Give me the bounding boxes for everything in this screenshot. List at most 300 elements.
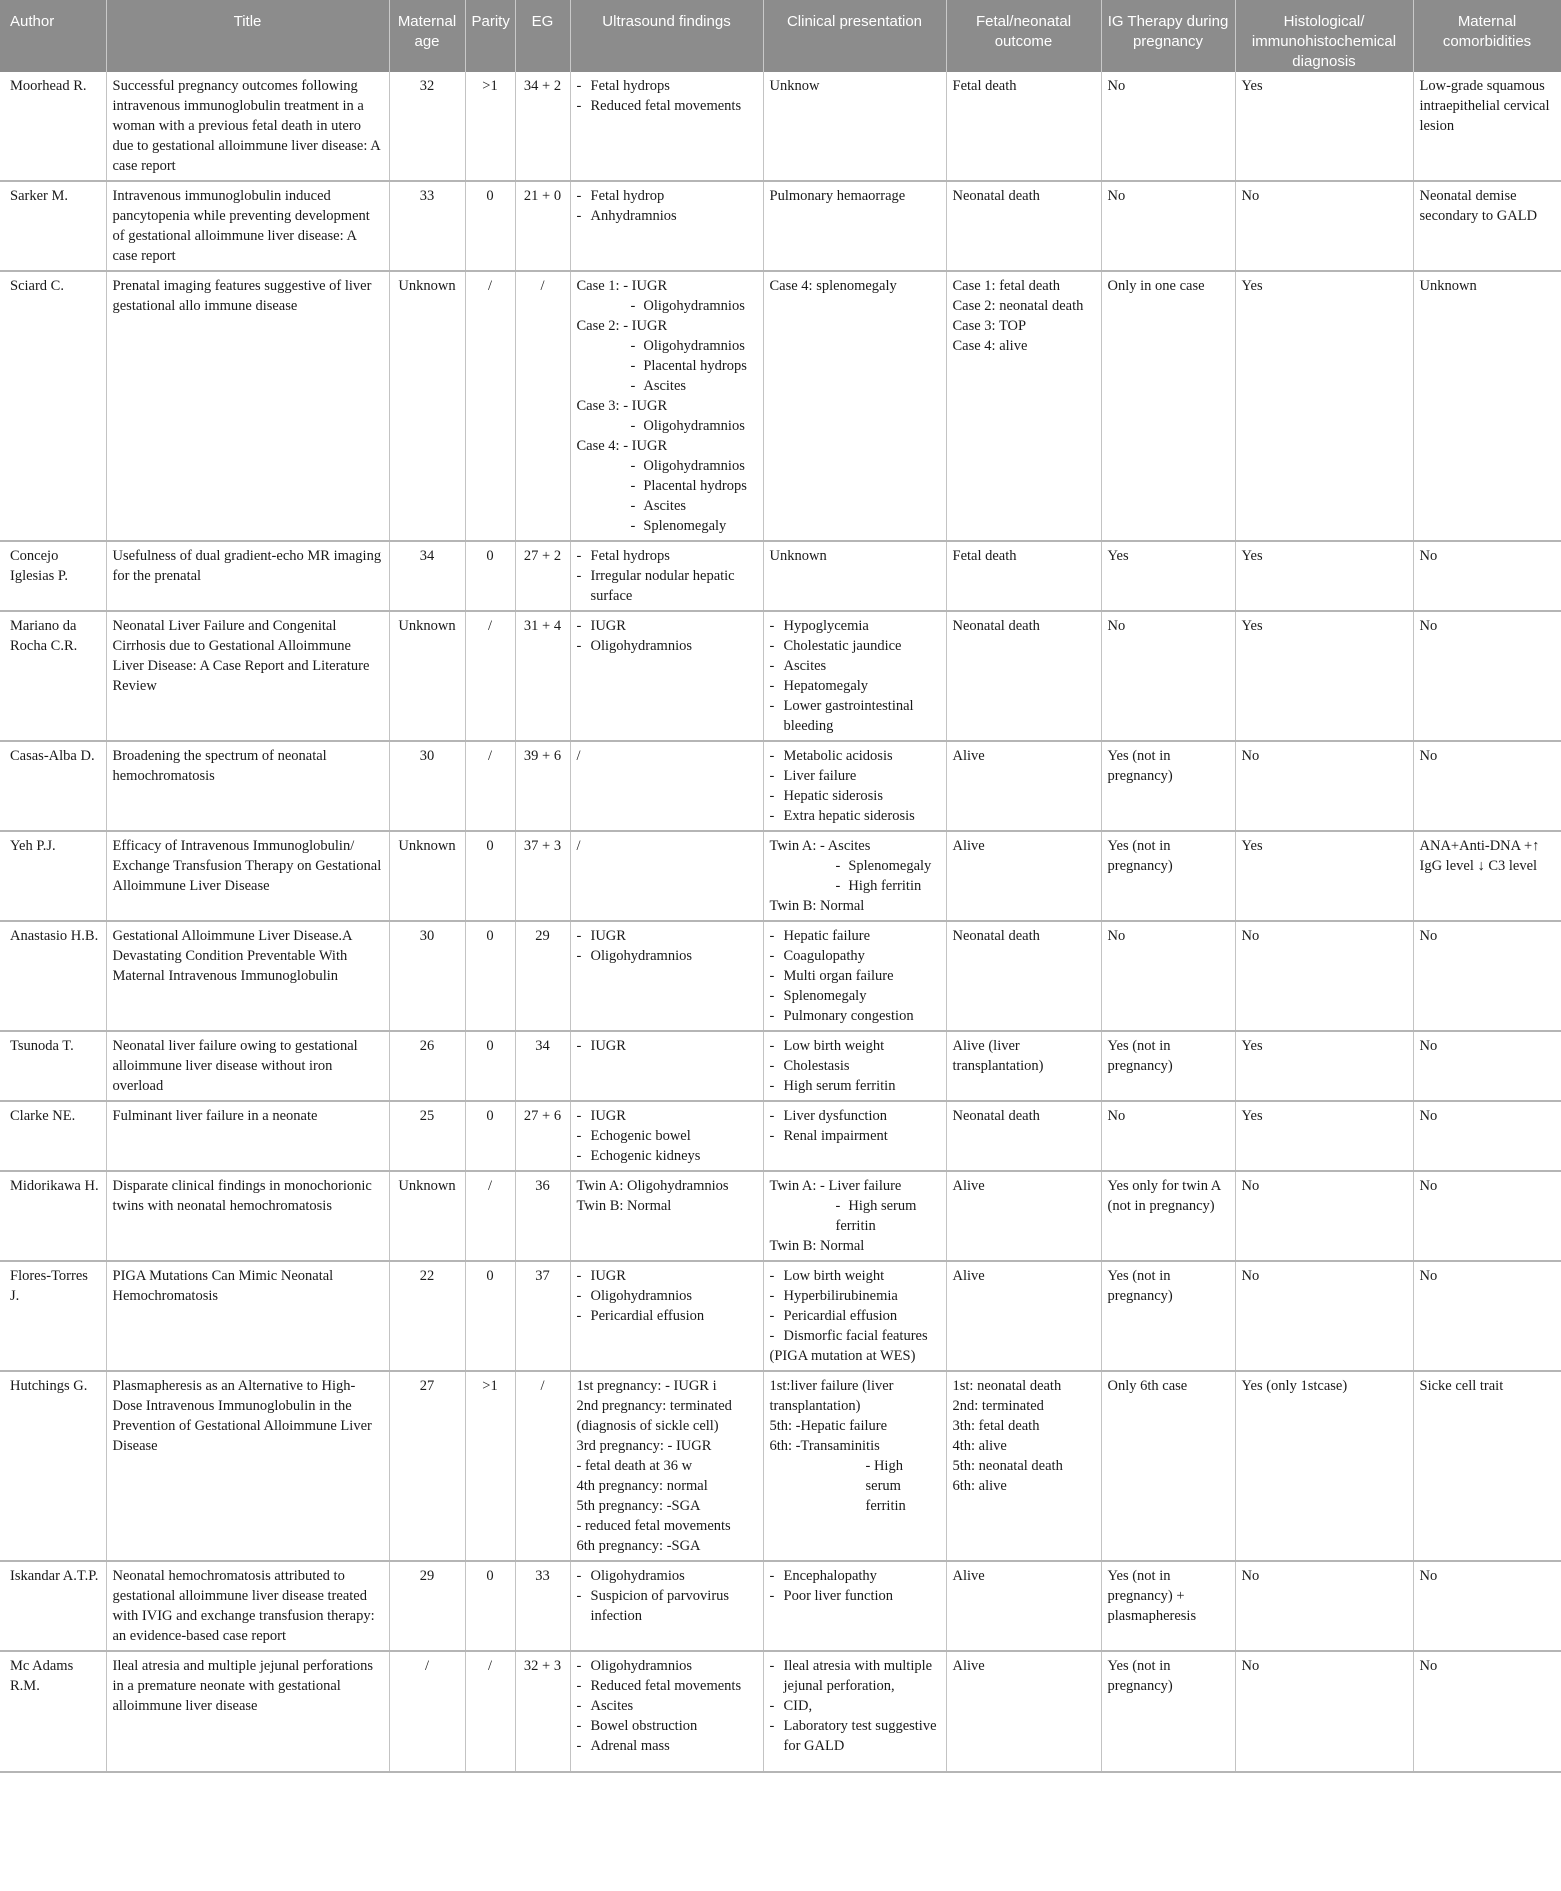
cell-author: Midorikawa H. (0, 1171, 106, 1261)
cell-histology: No (1235, 741, 1413, 831)
cell-ultrasound (570, 181, 763, 271)
cell-ig-therapy: Yes (not in pregnancy) (1101, 1651, 1235, 1772)
header-comorbidities: Maternal comorbidities (1413, 0, 1561, 72)
cell-title: Efficacy of Intravenous Immunoglobulin/ Exchange Transfusion Therapy on Gestational Alloimmune Liver Disease (106, 831, 389, 921)
cell-histology: No (1235, 1651, 1413, 1772)
cell-ig-therapy: Yes (not in pregnancy) + plasmapheresis (1101, 1561, 1235, 1651)
cell-title: Neonatal hemochromatosis attributed to gestational alloimmune liver disease treated with IVIG and exchange transfusion therapy: an evidence-based case report (106, 1561, 389, 1651)
ultrasound-list (577, 1106, 757, 1166)
twin-sub-item: - High ferritin (835, 878, 922, 894)
clinical-list (770, 746, 940, 826)
header-maternal-age: Maternal age (389, 0, 465, 72)
cell-histology: Yes (1235, 1101, 1413, 1171)
ultrasound-list (577, 546, 757, 606)
list-item: - Poor liver function (770, 1586, 940, 1606)
dash-mark: - (630, 518, 636, 534)
cell-parity: / (465, 741, 515, 831)
table-row (0, 271, 1561, 541)
list-item: - Reduced fetal movements (577, 96, 757, 116)
clinical-list (770, 1656, 940, 1756)
list-item: - Multi organ failure (770, 966, 940, 986)
cell-clinical: Pulmonary hemaorrage (763, 181, 946, 271)
clinical-list (770, 1106, 940, 1146)
dash-mark: - (630, 338, 636, 354)
list-item: - High serum ferritin (770, 1076, 940, 1096)
cell-histology: No (1235, 1171, 1413, 1261)
clinical-list (770, 926, 940, 1026)
cell-author: Mc Adams R.M. (0, 1651, 106, 1772)
cell-ultrasound (570, 541, 763, 611)
header-author: Author (0, 0, 106, 72)
list-item: - IUGR (577, 616, 757, 636)
cell-parity: 0 (465, 1261, 515, 1371)
cell-eg: 21 + 0 (515, 181, 570, 271)
header-histology: Histological/ immunohistochemical diagnosis (1235, 0, 1413, 72)
clinical-line: - High serum ferritin (865, 1458, 906, 1514)
cell-eg: 27 + 6 (515, 1101, 570, 1171)
cell-ultrasound (570, 1031, 763, 1101)
cell-eg: 29 (515, 921, 570, 1031)
list-item: - Hepatic failure (770, 926, 940, 946)
header-clinical: Clinical presentation (763, 0, 946, 72)
dash-mark: - (630, 418, 636, 434)
cell-outcome: Alive (946, 1261, 1101, 1371)
list-item: - Lower gastrointestinal bleeding (770, 696, 940, 736)
cell-clinical (763, 1561, 946, 1651)
cell-ultrasound (570, 921, 763, 1031)
list-item: - Extra hepatic siderosis (770, 806, 940, 826)
cell-author: Clarke NE. (0, 1101, 106, 1171)
dash-mark: - (630, 458, 636, 474)
list-item: - Hyperbilirubinemia (770, 1286, 940, 1306)
case-sub-item: - Ascites (630, 498, 687, 514)
ultrasound-line: 6th pregnancy: -SGA (576, 1538, 701, 1554)
list-item: - Fetal hydrop (577, 186, 757, 206)
cell-ultrasound (570, 1561, 763, 1651)
list-item: - Oligohydramnios (577, 946, 757, 966)
cell-ig-therapy: No (1101, 1101, 1235, 1171)
outcome-line: 5th: neonatal death (952, 1458, 1063, 1474)
cell-clinical (763, 831, 946, 921)
ultrasound-line: 4th pregnancy: normal (576, 1478, 708, 1494)
cell-title: Usefulness of dual gradient-echo MR imaging for the prenatal (106, 541, 389, 611)
cell-parity: / (465, 1171, 515, 1261)
list-item: - Fetal hydrops (577, 76, 757, 96)
header-outcome: Fetal/neonatal outcome (946, 0, 1101, 72)
case-line: Case 2: - IUGR (576, 318, 668, 334)
cell-maternal-age: 32 (389, 72, 465, 181)
twin-line: Twin A: - Ascites (769, 838, 871, 854)
cell-eg: 32 + 3 (515, 1651, 570, 1772)
twin-line: Twin B: Normal (769, 898, 865, 914)
cell-author: Concejo Iglesias P. (0, 541, 106, 611)
cell-histology: Yes (1235, 72, 1413, 181)
ultrasound-line: 1st pregnancy: - IUGR i (576, 1378, 717, 1394)
cell-ultrasound: / (570, 741, 763, 831)
outcome-line: 6th: alive (952, 1478, 1007, 1494)
cell-comorbidities: Low-grade squamous intraepithelial cervical lesion (1413, 72, 1561, 181)
cell-comorbidities: No (1413, 1261, 1561, 1371)
list-item: - Anhydramnios (577, 206, 757, 226)
cell-clinical (763, 1101, 946, 1171)
cell-maternal-age: 34 (389, 541, 465, 611)
outcome-line: Case 3: TOP (952, 318, 1027, 334)
dash-mark: - (630, 378, 636, 394)
cell-outcome (946, 1371, 1101, 1561)
cell-outcome: Alive (946, 831, 1101, 921)
clinical-list (770, 1266, 940, 1346)
list-item: - Low birth weight (770, 1036, 940, 1056)
cell-parity: 0 (465, 1031, 515, 1101)
case-sub-item: - Ascites (630, 378, 687, 394)
case-sub-item: - Oligohydramnios (630, 458, 745, 474)
cell-clinical: Case 4: splenomegaly (763, 271, 946, 541)
cell-parity: / (465, 271, 515, 541)
cell-eg: 27 + 2 (515, 541, 570, 611)
list-item: - Irregular nodular hepatic surface (577, 566, 757, 606)
dash-mark: - (630, 358, 636, 374)
header-eg: EG (515, 0, 570, 72)
table-row (0, 1101, 1561, 1171)
ultrasound-list (577, 1036, 757, 1056)
cell-histology: Yes (only 1stcase) (1235, 1371, 1413, 1561)
list-item: - Pericardial effusion (577, 1306, 757, 1326)
list-item: - Ascites (577, 1696, 757, 1716)
cell-ig-therapy: Only 6th case (1101, 1371, 1235, 1561)
table-row (0, 1371, 1561, 1561)
outcome-line: 3th: fetal death (952, 1418, 1040, 1434)
cell-outcome: Fetal death (946, 72, 1101, 181)
cell-eg: 31 + 4 (515, 611, 570, 741)
cell-ig-therapy: Yes (not in pregnancy) (1101, 1031, 1235, 1101)
list-item: - Adrenal mass (577, 1736, 757, 1756)
cell-outcome (946, 271, 1101, 541)
cell-maternal-age: Unknown (389, 1171, 465, 1261)
table-row (0, 1261, 1561, 1371)
case-sub-item: - Splenomegaly (630, 518, 727, 534)
list-item: - Liver failure (770, 766, 940, 786)
cell-maternal-age: 33 (389, 181, 465, 271)
case-sub-item: - Placental hydrops (630, 478, 747, 494)
cell-author: Tsunoda T. (0, 1031, 106, 1101)
list-item: - Encephalopathy (770, 1566, 940, 1586)
ultrasound-list (577, 76, 757, 116)
list-item: - Ascites (770, 656, 940, 676)
outcome-line: 1st: neonatal death (952, 1378, 1062, 1394)
cell-parity: 0 (465, 541, 515, 611)
list-item: - Splenomegaly (770, 986, 940, 1006)
cell-parity: 0 (465, 181, 515, 271)
cell-parity: 0 (465, 1101, 515, 1171)
cell-comorbidities: Sicke cell trait (1413, 1371, 1561, 1561)
cell-histology: No (1235, 1261, 1413, 1371)
cell-maternal-age: 27 (389, 1371, 465, 1561)
cell-author: Anastasio H.B. (0, 921, 106, 1031)
clinical-line: 5th: -Hepatic failure (769, 1418, 888, 1434)
cell-comorbidities: No (1413, 611, 1561, 741)
case-line: Case 4: - IUGR (576, 438, 668, 454)
table-row (0, 1651, 1561, 1772)
cell-ultrasound (570, 72, 763, 181)
cell-maternal-age: 30 (389, 741, 465, 831)
list-item: - CID, (770, 1696, 940, 1716)
twin-line: Twin A: - Liver failure (769, 1178, 902, 1194)
header-parity: Parity (465, 0, 515, 72)
case-sub-item: - Oligohydramnios (630, 418, 745, 434)
ultrasound-list (577, 616, 757, 656)
cell-outcome: Neonatal death (946, 611, 1101, 741)
clinical-line: 1st:liver failure (liver transplantation) (769, 1378, 894, 1414)
cell-histology: Yes (1235, 271, 1413, 541)
ultrasound-list (577, 926, 757, 966)
clinical-note: (PIGA mutation at WES) (769, 1348, 916, 1364)
cell-clinical (763, 921, 946, 1031)
cell-clinical (763, 1371, 946, 1561)
outcome-line: Case 2: neonatal death (952, 298, 1084, 314)
cell-title: Ileal atresia and multiple jejunal perforations in a premature neonate with gestational alloimmune liver disease (106, 1651, 389, 1772)
ultrasound-line: Twin B: Normal (576, 1198, 672, 1214)
cell-parity: 0 (465, 1561, 515, 1651)
cell-clinical (763, 1651, 946, 1772)
cell-parity: >1 (465, 1371, 515, 1561)
cell-ig-therapy: Yes (not in pregnancy) (1101, 741, 1235, 831)
cell-parity: 0 (465, 921, 515, 1031)
cell-comorbidities: No (1413, 1171, 1561, 1261)
cell-outcome: Alive (liver transplantation) (946, 1031, 1101, 1101)
cell-title: Fulminant liver failure in a neonate (106, 1101, 389, 1171)
list-item: - Pulmonary congestion (770, 1006, 940, 1026)
cell-ig-therapy: Yes only for twin A (not in pregnancy) (1101, 1171, 1235, 1261)
cell-outcome: Neonatal death (946, 181, 1101, 271)
cell-ig-therapy: Yes (not in pregnancy) (1101, 1261, 1235, 1371)
list-item: - Liver dysfunction (770, 1106, 940, 1126)
cell-parity: / (465, 1651, 515, 1772)
twin-sub-item: - High serum ferritin (835, 1198, 917, 1234)
cell-parity: >1 (465, 72, 515, 181)
cell-eg: 37 (515, 1261, 570, 1371)
list-item: - IUGR (577, 926, 757, 946)
cell-maternal-age: 29 (389, 1561, 465, 1651)
cell-comorbidities: No (1413, 1101, 1561, 1171)
list-item: - Hypoglycemia (770, 616, 940, 636)
cell-maternal-age: / (389, 1651, 465, 1772)
cell-outcome: Alive (946, 1561, 1101, 1651)
cell-ig-therapy: Yes (not in pregnancy) (1101, 831, 1235, 921)
cell-author: Sarker M. (0, 181, 106, 271)
cell-clinical (763, 741, 946, 831)
cell-outcome: Alive (946, 741, 1101, 831)
ultrasound-line: 2nd pregnancy: terminated (diagnosis of sickle cell) (576, 1398, 732, 1434)
list-item: - Oligohydramnios (577, 1286, 757, 1306)
cell-histology: Yes (1235, 541, 1413, 611)
ultrasound-line: - reduced fetal movements (576, 1518, 731, 1534)
list-item: - IUGR (577, 1106, 757, 1126)
list-item: - Coagulopathy (770, 946, 940, 966)
table-row (0, 741, 1561, 831)
clinical-list (770, 1566, 940, 1606)
cell-title: Successful pregnancy outcomes following intravenous immunoglobulin treatment in a woman with a previous fetal death in utero due to gestational alloimmune liver disease: A case report (106, 72, 389, 181)
list-item: - Echogenic kidneys (577, 1146, 757, 1166)
clinical-line: 6th: -Transaminitis (769, 1438, 880, 1454)
cell-eg: 34 (515, 1031, 570, 1101)
case-sub-item: - Oligohydramnios (630, 298, 745, 314)
cell-author: Yeh P.J. (0, 831, 106, 921)
header-ultrasound: Ultrasound findings (570, 0, 763, 72)
list-item: - Renal impairment (770, 1126, 940, 1146)
case-sub-item: - Placental hydrops (630, 358, 747, 374)
list-item: - Hepatomegaly (770, 676, 940, 696)
table-row (0, 1171, 1561, 1261)
cell-eg: 37 + 3 (515, 831, 570, 921)
table-row (0, 541, 1561, 611)
cell-title: Prenatal imaging features suggestive of liver gestational allo immune disease (106, 271, 389, 541)
case-line: Case 1: - IUGR (576, 278, 668, 294)
list-item: - Cholestatic jaundice (770, 636, 940, 656)
list-item: - Echogenic bowel (577, 1126, 757, 1146)
cell-histology: No (1235, 1561, 1413, 1651)
cell-maternal-age: 26 (389, 1031, 465, 1101)
list-item: - Pericardial effusion (770, 1306, 940, 1326)
cell-eg: / (515, 1371, 570, 1561)
outcome-line: Case 4: alive (952, 338, 1028, 354)
list-item: - Fetal hydrops (577, 546, 757, 566)
table-row (0, 1561, 1561, 1651)
cell-ultrasound: / (570, 831, 763, 921)
outcome-line: 2nd: terminated (952, 1398, 1044, 1414)
cell-maternal-age: Unknown (389, 611, 465, 741)
cell-maternal-age: Unknown (389, 271, 465, 541)
cell-parity: / (465, 611, 515, 741)
case-sub-item: - Oligohydramnios (630, 338, 745, 354)
dash-mark: - (835, 878, 841, 894)
ultrasound-list (577, 1656, 757, 1756)
list-item: - Oligohydramnios (577, 1656, 757, 1676)
cell-title: PIGA Mutations Can Mimic Neonatal Hemochromatosis (106, 1261, 389, 1371)
cell-title: Disparate clinical findings in monochorionic twins with neonatal hemochromatosis (106, 1171, 389, 1261)
cell-title: Gestational Alloimmune Liver Disease.A Devastating Condition Preventable With Maternal Intravenous Immunoglobulin (106, 921, 389, 1031)
cell-eg: 33 (515, 1561, 570, 1651)
cell-outcome: Alive (946, 1171, 1101, 1261)
dash-mark: - (835, 1198, 841, 1214)
cell-comorbidities: ANA+Anti-DNA +↑ IgG level ↓ C3 level (1413, 831, 1561, 921)
cell-comorbidities: Unknown (1413, 271, 1561, 541)
table-row (0, 72, 1561, 181)
cell-ultrasound (570, 611, 763, 741)
cell-clinical (763, 1031, 946, 1101)
ultrasound-list (577, 1566, 757, 1626)
list-item: - Low birth weight (770, 1266, 940, 1286)
cell-title: Neonatal Liver Failure and Congenital Cirrhosis due to Gestational Alloimmune Liver Disease: A Case Report and Literature Review (106, 611, 389, 741)
cell-maternal-age: 30 (389, 921, 465, 1031)
cell-histology: Yes (1235, 831, 1413, 921)
cell-eg: 34 + 2 (515, 72, 570, 181)
cell-maternal-age: 25 (389, 1101, 465, 1171)
table-row (0, 181, 1561, 271)
case-line: Case 3: - IUGR (576, 398, 668, 414)
list-item: - Hepatic siderosis (770, 786, 940, 806)
cell-comorbidities: No (1413, 1651, 1561, 1772)
cell-ultrasound (570, 1651, 763, 1772)
list-item: - Ileal atresia with multiple jejunal perforation, (770, 1656, 940, 1696)
dash-mark: - (630, 498, 636, 514)
cell-ultrasound (570, 271, 763, 541)
cell-histology: Yes (1235, 1031, 1413, 1101)
cell-author: Mariano da Rocha C.R. (0, 611, 106, 741)
outcome-line: 4th: alive (952, 1438, 1007, 1454)
cell-ultrasound (570, 1371, 763, 1561)
cell-ig-therapy: No (1101, 921, 1235, 1031)
list-item: - Oligohydramios (577, 1566, 757, 1586)
ultrasound-line: - fetal death at 36 w (576, 1458, 693, 1474)
ultrasound-list (577, 1266, 757, 1326)
cell-title: Plasmapheresis as an Alternative to High-Dose Intravenous Immunoglobulin in the Prevention of Gestational Alloimmune Liver Disease (106, 1371, 389, 1561)
outcome-line: Case 1: fetal death (952, 278, 1060, 294)
cell-ig-therapy: No (1101, 611, 1235, 741)
list-item: - IUGR (577, 1266, 757, 1286)
cell-ig-therapy: Yes (1101, 541, 1235, 611)
cell-maternal-age: 22 (389, 1261, 465, 1371)
cell-eg: 39 + 6 (515, 741, 570, 831)
cell-parity: 0 (465, 831, 515, 921)
cell-clinical: Unknown (763, 541, 946, 611)
cell-title: Intravenous immunoglobulin induced pancytopenia while preventing development of gestational alloimmune liver disease: A case report (106, 181, 389, 271)
list-item: - Metabolic acidosis (770, 746, 940, 766)
cell-ultrasound (570, 1171, 763, 1261)
cell-clinical (763, 1261, 946, 1371)
clinical-list (770, 616, 940, 736)
twin-sub-item: - Splenomegaly (835, 858, 932, 874)
ultrasound-list (577, 186, 757, 226)
cell-ig-therapy: No (1101, 181, 1235, 271)
cell-author: Moorhead R. (0, 72, 106, 181)
cell-eg: 36 (515, 1171, 570, 1261)
cell-outcome: Neonatal death (946, 1101, 1101, 1171)
cell-comorbidities: No (1413, 1031, 1561, 1101)
cell-outcome: Fetal death (946, 541, 1101, 611)
header-ig-therapy: IG Therapy during pregnancy (1101, 0, 1235, 72)
table-row (0, 831, 1561, 921)
cell-author: Sciard C. (0, 271, 106, 541)
clinical-list (770, 1036, 940, 1096)
list-item: - Dismorfic facial features (770, 1326, 940, 1346)
cell-title: Neonatal liver failure owing to gestational alloimmune liver disease without iron overload (106, 1031, 389, 1101)
twin-line: Twin B: Normal (769, 1238, 865, 1254)
cell-outcome: Alive (946, 1651, 1101, 1772)
cell-ultrasound (570, 1261, 763, 1371)
cell-ig-therapy: No (1101, 72, 1235, 181)
list-item: - IUGR (577, 1036, 757, 1056)
dash-mark: - (835, 858, 841, 874)
table-row (0, 921, 1561, 1031)
list-item: - Oligohydramnios (577, 636, 757, 656)
cell-author: Iskandar A.T.P. (0, 1561, 106, 1651)
list-item: - Reduced fetal movements (577, 1676, 757, 1696)
cell-ultrasound (570, 1101, 763, 1171)
list-item: - Bowel obstruction (577, 1716, 757, 1736)
list-item: - Cholestasis (770, 1056, 940, 1076)
cell-histology: Yes (1235, 611, 1413, 741)
cell-author: Casas-Alba D. (0, 741, 106, 831)
cell-clinical (763, 611, 946, 741)
cell-comorbidities: No (1413, 541, 1561, 611)
cell-clinical (763, 1171, 946, 1261)
ultrasound-line: 3rd pregnancy: - IUGR (576, 1438, 712, 1454)
table-row (0, 611, 1561, 741)
dash-mark: - (630, 478, 636, 494)
cell-eg: / (515, 271, 570, 541)
ultrasound-line: 5th pregnancy: -SGA (576, 1498, 701, 1514)
list-item: - Suspicion of parvovirus infection (577, 1586, 757, 1626)
